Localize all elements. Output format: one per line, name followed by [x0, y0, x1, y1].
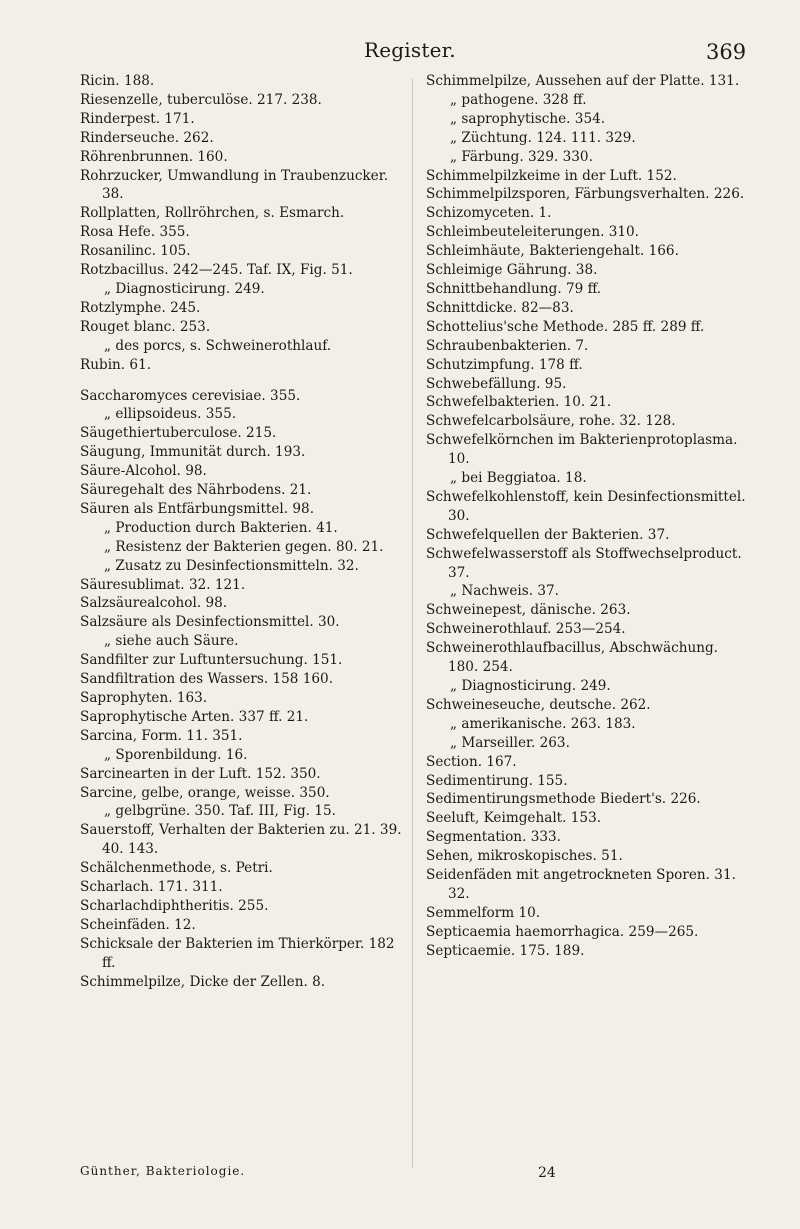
- page-number: 369: [706, 40, 747, 64]
- index-entry: Rinderseuche. 262.: [80, 129, 214, 146]
- index-entry: Schimmelpilzkeime in der Luft. 152.: [426, 167, 677, 184]
- index-entry: Salzsäure als Desinfectionsmittel. 30.: [80, 614, 340, 631]
- index-entry: Schnittdicke. 82—83.: [426, 299, 574, 316]
- index-entry: „ Sporenbildung. 16.: [104, 746, 248, 763]
- index-entry: Sedimentirungsmethode Biedert's. 226.: [426, 791, 701, 808]
- index-entry: Sarcina, Form. 11. 351.: [80, 727, 243, 744]
- index-entry: „ siehe auch Säure.: [104, 633, 239, 650]
- index-entry: Rouget blanc. 253.: [80, 318, 211, 335]
- index-entry: Scharlachdiphtheritis. 255.: [80, 897, 269, 914]
- index-entry: „ Färbung. 329. 330.: [450, 148, 593, 165]
- index-entry: Schimmelpilze, Dicke der Zellen. 8.: [80, 973, 326, 990]
- index-entry: Scharlach. 171. 311.: [80, 879, 223, 896]
- index-entry: Säure-Alcohol. 98.: [80, 463, 207, 480]
- index-entry: Rohrzucker, Umwandlung in Traubenzucker. 38.: [80, 167, 389, 203]
- index-entry: Saprophyten. 163.: [80, 690, 208, 706]
- index-entry: Schwefelwasserstoff als Stoffwechselproduct. 37.: [426, 545, 742, 581]
- index-entry: Schwefelbakterien. 10. 21.: [426, 394, 612, 411]
- index-entry: Sandfiltration des Wassers. 158 160.: [80, 671, 334, 688]
- index-entry: Sedimentirung. 155.: [426, 772, 568, 789]
- index-entry: Schleimhäute, Bakteriengehalt. 166.: [426, 243, 679, 260]
- index-entry: Säugung, Immunität durch. 193.: [80, 444, 306, 461]
- index-entry: Salzsäurealcohol. 98.: [80, 595, 228, 612]
- index-entry: „ bei Beggiatoa. 18.: [450, 470, 587, 487]
- index-entry: Rollplatten, Rollröhrchen, s. Esmarch.: [80, 205, 345, 222]
- index-entry: Schicksale der Bakterien im Thierkörper. 182 ff.: [80, 935, 395, 971]
- index-entry: Schnittbehandlung. 79 ff.: [426, 280, 602, 297]
- index-entry: „ amerikanische. 263. 183.: [450, 715, 636, 732]
- index-entry: Schweinerothlauf. 253—254.: [426, 621, 626, 638]
- index-entry: Schutzimpfung. 178 ff.: [426, 356, 583, 373]
- index-entry: Semmelform 10.: [426, 904, 541, 921]
- index-column-right: [426, 72, 746, 961]
- index-entry: „ Diagnosticirung. 249.: [104, 280, 265, 297]
- footer-signature: Günther, Bakteriologie.: [80, 1164, 246, 1178]
- index-entry: Saprophytische Arten. 337 ff. 21.: [80, 708, 309, 725]
- index-entry: „ gelbgrüne. 350. Taf. III, Fig. 15.: [104, 803, 336, 820]
- index-entry: Schälchenmethode, s. Petri.: [80, 860, 273, 877]
- index-entry: „ Nachweis. 37.: [450, 583, 559, 600]
- index-entry: Ricin. 188.: [80, 73, 155, 89]
- index-entry: Sehen, mikroskopisches. 51.: [426, 848, 623, 865]
- index-entry: Schwefelkörnchen im Bakterienprotoplasma. 10.: [426, 432, 738, 468]
- index-entry: Seeluft, Keimgehalt. 153.: [426, 810, 602, 827]
- index-entry: Säuresublimat. 32. 121.: [80, 576, 246, 593]
- index-entry: Sarcine, gelbe, orange, weisse. 350.: [80, 784, 330, 801]
- index-entry: Schwefelcarbolsäure, rohe. 32. 128.: [426, 413, 676, 430]
- index-entry: Rotzbacillus. 242—245. Taf. IX, Fig. 51.: [80, 262, 353, 279]
- index-entry: „ Resistenz der Bakterien gegen. 80. 21.: [104, 538, 384, 555]
- index-entry: Schweinepest, dänische. 263.: [426, 602, 631, 619]
- index-entry: „ ellipsoideus. 355.: [104, 406, 237, 423]
- index-entry: Schleimbeuteleiterungen. 310.: [426, 224, 639, 241]
- index-entry: Schwefelkohlenstoff, kein Desinfectionsmittel. 30.: [426, 488, 746, 524]
- index-entry: Rotzlymphe. 245.: [80, 299, 201, 316]
- index-entry: „ Production durch Bakterien. 41.: [104, 519, 338, 536]
- index-entry: „ Diagnosticirung. 249.: [450, 678, 611, 694]
- index-entry: Säuren als Entfärbungsmittel. 98.: [80, 500, 315, 517]
- index-entry: „ pathogene. 328 ff.: [450, 91, 587, 108]
- index-entry: Röhrenbrunnen. 160.: [80, 148, 228, 165]
- index-entry: Seidenfäden mit angetrockneten Sporen. 31. 32.: [426, 867, 736, 902]
- index-entry: Schweinerothlaufbacillus, Abschwächung. 180. 254.: [426, 640, 718, 676]
- index-entry: Schimmelpilzsporen, Färbungsverhalten. 226.: [426, 186, 745, 203]
- index-entry: Saccharomyces cerevisiae. 355.: [80, 387, 301, 404]
- index-entry: „ saprophytische. 354.: [450, 110, 606, 127]
- index-entry: „ des porcs, s. Schweinerothlauf.: [104, 337, 332, 354]
- index-entry: Septicaemia haemorrhagica. 259—265.: [426, 923, 699, 940]
- index-entry: Sandfilter zur Luftuntersuchung. 151.: [80, 652, 343, 669]
- index-entry: Rinderpest. 171.: [80, 110, 195, 127]
- index-entry: Schraubenbakterien. 7.: [426, 337, 589, 354]
- index-entry: Schimmelpilze, Aussehen auf der Platte. 131.: [426, 73, 740, 89]
- index-entry: Sauerstoff, Verhalten der Bakterien zu. 21. 39. 40. 143.: [80, 822, 402, 858]
- index-entry: „ Zusatz zu Desinfectionsmitteln. 32.: [104, 557, 359, 574]
- page-header-title: Register.: [364, 38, 456, 62]
- index-entry: Septicaemie. 175. 189.: [426, 942, 585, 959]
- sheet-number: 24: [538, 1165, 556, 1181]
- index-entry: Rosanilinc. 105.: [80, 243, 191, 260]
- index-entry: Säuregehalt des Nährbodens. 21.: [80, 482, 312, 499]
- index-entry: Schweineseuche, deutsche. 262.: [426, 696, 651, 713]
- index-entry: Schwebefällung. 95.: [426, 375, 567, 392]
- index-entry: „ Züchtung. 124. 111. 329.: [450, 129, 636, 146]
- index-entry: Section. 167.: [426, 753, 517, 770]
- index-entry: Schizomyceten. 1.: [426, 205, 552, 222]
- index-entry: Scheinfäden. 12.: [80, 916, 196, 933]
- index-entry: „ Marseiller. 263.: [450, 734, 570, 751]
- index-entry: Segmentation. 333.: [426, 829, 561, 846]
- column-divider: [412, 78, 413, 1168]
- index-entry: Riesenzelle, tuberculöse. 217. 238.: [80, 91, 322, 108]
- index-entry: Schottelius'sche Methode. 285 ff. 289 ff.: [426, 318, 705, 335]
- index-entry: Säugethiertuberculose. 215.: [80, 425, 277, 442]
- index-entry: Sarcinearten in der Luft. 152. 350.: [80, 765, 321, 782]
- index-entry: Rosa Hefe. 355.: [80, 224, 190, 241]
- index-column-left: [80, 72, 402, 992]
- index-entry: Schleimige Gährung. 38.: [426, 262, 598, 279]
- index-entry: Rubin. 61.: [80, 356, 152, 373]
- index-entry: Schwefelquellen der Bakterien. 37.: [426, 526, 670, 543]
